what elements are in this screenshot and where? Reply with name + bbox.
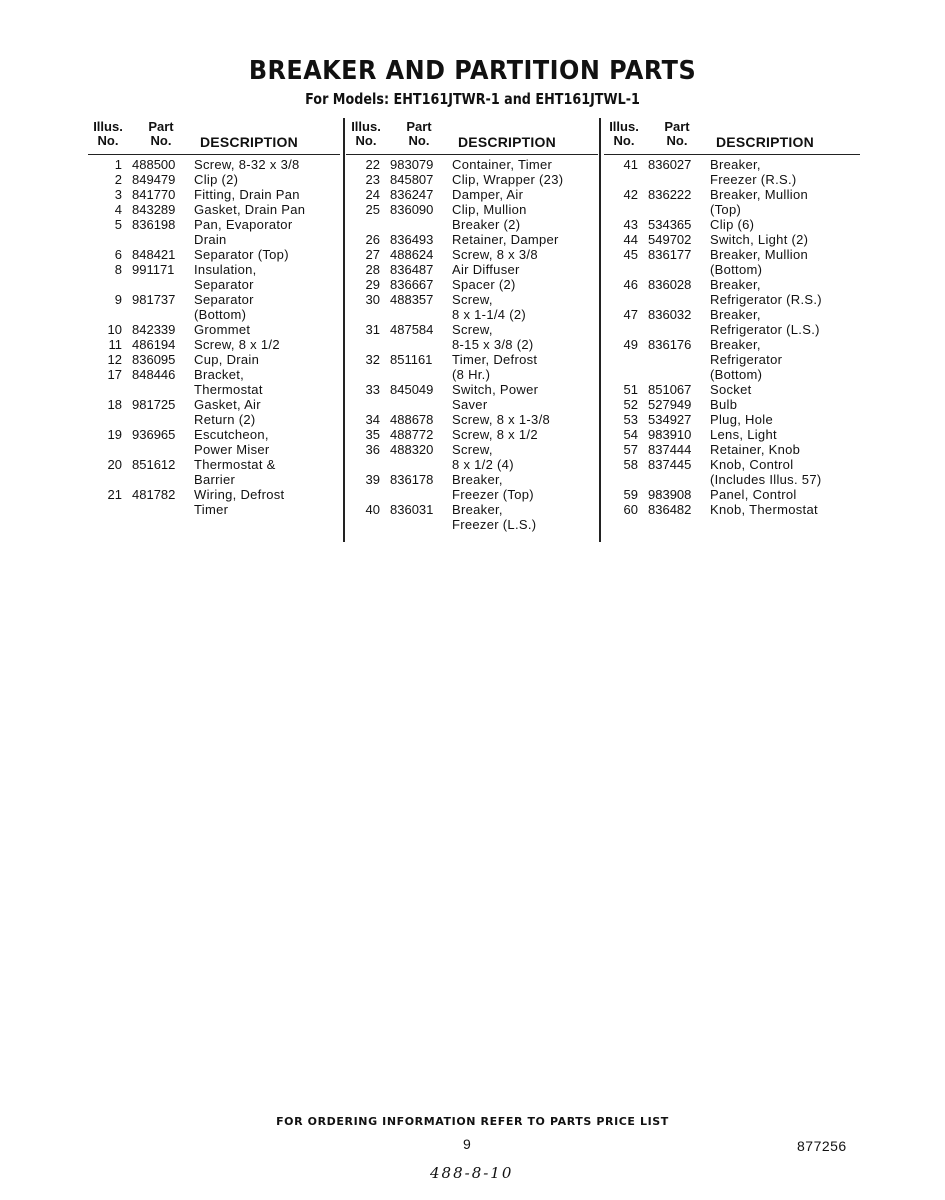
table-row bbox=[604, 487, 860, 502]
part-number: 836247 bbox=[390, 187, 434, 202]
table-row bbox=[604, 427, 860, 442]
illus-number: 54 bbox=[623, 427, 638, 442]
illus-number: 33 bbox=[365, 382, 380, 397]
column-divider bbox=[599, 118, 601, 542]
illus-number: 57 bbox=[623, 442, 638, 457]
part-number: 836222 bbox=[648, 187, 692, 202]
illus-number: 23 bbox=[365, 172, 380, 187]
illus-header bbox=[346, 120, 386, 148]
table-row bbox=[88, 262, 340, 292]
parts-list bbox=[604, 155, 860, 517]
illus-number: 29 bbox=[365, 277, 380, 292]
table-row bbox=[88, 487, 340, 517]
part-number: 851067 bbox=[648, 382, 692, 397]
part-description: Clip, Mullion Breaker (2) bbox=[452, 202, 527, 232]
table-row bbox=[88, 157, 340, 172]
illus-number: 22 bbox=[365, 157, 380, 172]
part-header-line1: Part bbox=[406, 119, 432, 134]
part-number: 848421 bbox=[132, 247, 176, 262]
table-row bbox=[88, 457, 340, 487]
part-description: Thermostat & Barrier bbox=[194, 457, 276, 487]
part-number: 488772 bbox=[390, 427, 434, 442]
part-number: 983908 bbox=[648, 487, 692, 502]
table-row bbox=[346, 172, 598, 187]
illus-number: 49 bbox=[623, 337, 638, 352]
handwritten-note: 488-8-10 bbox=[430, 1164, 514, 1182]
part-number: 836198 bbox=[132, 217, 176, 232]
illus-number: 35 bbox=[365, 427, 380, 442]
part-description: Clip (2) bbox=[194, 172, 239, 187]
illus-number: 26 bbox=[365, 232, 380, 247]
illus-number: 44 bbox=[623, 232, 638, 247]
part-number: 527949 bbox=[648, 397, 692, 412]
part-header bbox=[652, 120, 702, 148]
part-number: 488624 bbox=[390, 247, 434, 262]
description-header: DESCRIPTION bbox=[200, 134, 298, 150]
part-description: Retainer, Damper bbox=[452, 232, 559, 247]
part-number: 836176 bbox=[648, 337, 692, 352]
table-row bbox=[346, 292, 598, 322]
illus-number: 2 bbox=[114, 172, 122, 187]
part-description: Pan, Evaporator Drain bbox=[194, 217, 293, 247]
part-description: Damper, Air bbox=[452, 187, 524, 202]
part-number: 837445 bbox=[648, 457, 692, 472]
part-description: Clip, Wrapper (23) bbox=[452, 172, 564, 187]
illus-number: 36 bbox=[365, 442, 380, 457]
part-description: Switch, Power Saver bbox=[452, 382, 539, 412]
part-number: 488500 bbox=[132, 157, 176, 172]
part-description: Plug, Hole bbox=[710, 412, 773, 427]
illus-number: 10 bbox=[107, 322, 122, 337]
table-row bbox=[346, 202, 598, 232]
column-divider bbox=[343, 118, 345, 542]
table-row bbox=[604, 457, 860, 487]
part-number: 836667 bbox=[390, 277, 434, 292]
illus-number: 6 bbox=[114, 247, 122, 262]
illus-number: 19 bbox=[107, 427, 122, 442]
part-description: Gasket, Drain Pan bbox=[194, 202, 306, 217]
illus-number: 53 bbox=[623, 412, 638, 427]
table-row bbox=[346, 352, 598, 382]
parts-column-3 bbox=[604, 118, 860, 517]
part-description: Clip (6) bbox=[710, 217, 755, 232]
part-description: Breaker, Refrigerator (L.S.) bbox=[710, 307, 820, 337]
illus-header-line2: No. bbox=[613, 133, 635, 148]
part-number: 981725 bbox=[132, 397, 176, 412]
illus-number: 51 bbox=[623, 382, 638, 397]
part-number: 936965 bbox=[132, 427, 176, 442]
part-description: Knob, Control (Includes Illus. 57) bbox=[710, 457, 822, 487]
part-number: 836493 bbox=[390, 232, 434, 247]
part-description: Breaker, Mullion (Top) bbox=[710, 187, 809, 217]
table-row bbox=[88, 337, 340, 352]
part-description: Screw, 8 x 1-1/4 (2) bbox=[452, 292, 526, 322]
table-row bbox=[346, 322, 598, 352]
illus-number: 11 bbox=[108, 337, 122, 352]
description-header: DESCRIPTION bbox=[716, 134, 814, 150]
illus-number: 27 bbox=[365, 247, 380, 262]
illus-number: 18 bbox=[107, 397, 122, 412]
part-description: Insulation, Separator bbox=[194, 262, 257, 292]
illus-number: 46 bbox=[623, 277, 638, 292]
part-number: 534927 bbox=[648, 412, 692, 427]
part-number: 842339 bbox=[132, 322, 176, 337]
table-row bbox=[604, 232, 860, 247]
part-description: Switch, Light (2) bbox=[710, 232, 809, 247]
part-number: 836482 bbox=[648, 502, 692, 517]
table-row bbox=[88, 322, 340, 337]
part-description: Breaker, Refrigerator (R.S.) bbox=[710, 277, 822, 307]
part-description: Panel, Control bbox=[710, 487, 797, 502]
illus-number: 60 bbox=[623, 502, 638, 517]
illus-number: 28 bbox=[365, 262, 380, 277]
illus-number: 59 bbox=[623, 487, 638, 502]
table-row bbox=[604, 247, 860, 277]
part-number: 836487 bbox=[390, 262, 434, 277]
part-number: 486194 bbox=[132, 337, 176, 352]
part-number: 841770 bbox=[132, 187, 176, 202]
part-header-line1: Part bbox=[148, 119, 174, 134]
part-description: Socket bbox=[710, 382, 752, 397]
illus-number: 8 bbox=[114, 262, 122, 277]
part-number: 843289 bbox=[132, 202, 176, 217]
table-row bbox=[88, 247, 340, 262]
illus-header bbox=[604, 120, 644, 148]
illus-number: 41 bbox=[623, 157, 638, 172]
parts-column-1 bbox=[88, 118, 340, 517]
part-description: Retainer, Knob bbox=[710, 442, 801, 457]
part-number: 836178 bbox=[390, 472, 434, 487]
column-header bbox=[604, 118, 860, 155]
table-row bbox=[604, 442, 860, 457]
part-header bbox=[394, 120, 444, 148]
part-number: 836032 bbox=[648, 307, 692, 322]
table-row bbox=[88, 172, 340, 187]
table-row bbox=[346, 262, 598, 277]
part-description: Breaker, Freezer (Top) bbox=[452, 472, 534, 502]
part-description: Fitting, Drain Pan bbox=[194, 187, 300, 202]
part-description: Spacer (2) bbox=[452, 277, 516, 292]
part-number: 836177 bbox=[648, 247, 692, 262]
part-number: 991171 bbox=[132, 262, 175, 277]
part-description: Grommet bbox=[194, 322, 251, 337]
part-number: 488320 bbox=[390, 442, 434, 457]
illus-number: 5 bbox=[114, 217, 122, 232]
part-number: 481782 bbox=[132, 487, 176, 502]
description-header: DESCRIPTION bbox=[458, 134, 556, 150]
part-description: Screw, 8-15 x 3/8 (2) bbox=[452, 322, 534, 352]
table-row bbox=[346, 247, 598, 262]
illus-number: 25 bbox=[365, 202, 380, 217]
part-number: 851612 bbox=[132, 457, 176, 472]
table-row bbox=[88, 427, 340, 457]
part-description: Breaker, Freezer (R.S.) bbox=[710, 157, 797, 187]
part-description: Escutcheon, Power Miser bbox=[194, 427, 270, 457]
part-number: 849479 bbox=[132, 172, 176, 187]
table-row bbox=[88, 292, 340, 322]
part-number: 837444 bbox=[648, 442, 692, 457]
illus-number: 3 bbox=[114, 187, 122, 202]
part-header bbox=[136, 120, 186, 148]
part-number: 836090 bbox=[390, 202, 434, 217]
part-number: 534365 bbox=[648, 217, 692, 232]
table-row bbox=[604, 187, 860, 217]
part-number: 836027 bbox=[648, 157, 692, 172]
page-subtitle: For Models: EHT161JTWR-1 and EHT161JTWL-1 bbox=[305, 90, 640, 108]
part-number: 851161 bbox=[390, 352, 433, 367]
part-description: Gasket, Air Return (2) bbox=[194, 397, 261, 427]
table-row bbox=[88, 202, 340, 217]
illus-number: 52 bbox=[623, 397, 638, 412]
table-row bbox=[604, 217, 860, 232]
table-row bbox=[88, 352, 340, 367]
table-row bbox=[346, 382, 598, 412]
illus-number: 24 bbox=[365, 187, 380, 202]
illus-number: 12 bbox=[107, 352, 122, 367]
illus-number: 4 bbox=[114, 202, 122, 217]
table-row bbox=[346, 232, 598, 247]
table-row bbox=[604, 307, 860, 337]
part-description: Screw, 8 x 3/8 bbox=[452, 247, 538, 262]
table-row bbox=[88, 367, 340, 397]
illus-number: 17 bbox=[107, 367, 122, 382]
part-description: Air Diffuser bbox=[452, 262, 520, 277]
ordering-note: FOR ORDERING INFORMATION REFER TO PARTS PRICE LIST bbox=[276, 1115, 669, 1128]
table-row bbox=[604, 397, 860, 412]
part-number: 488678 bbox=[390, 412, 434, 427]
illus-header-line1: Illus. bbox=[351, 119, 381, 134]
table-row bbox=[346, 502, 598, 532]
part-description: Separator (Bottom) bbox=[194, 292, 254, 322]
illus-header-line1: Illus. bbox=[609, 119, 639, 134]
part-description: Timer, Defrost (8 Hr.) bbox=[452, 352, 538, 382]
table-row bbox=[346, 427, 598, 442]
part-number: 549702 bbox=[648, 232, 692, 247]
part-description: Breaker, Mullion (Bottom) bbox=[710, 247, 809, 277]
part-description: Wiring, Defrost Timer bbox=[194, 487, 285, 517]
part-description: Container, Timer bbox=[452, 157, 553, 172]
table-row bbox=[604, 502, 860, 517]
page-number: 9 bbox=[463, 1136, 471, 1152]
parts-list bbox=[88, 155, 340, 517]
part-number: 836028 bbox=[648, 277, 692, 292]
table-row bbox=[88, 217, 340, 247]
part-number: 836095 bbox=[132, 352, 176, 367]
illus-number: 40 bbox=[365, 502, 380, 517]
illus-number: 31 bbox=[365, 322, 380, 337]
illus-number: 9 bbox=[114, 292, 122, 307]
part-number: 845049 bbox=[390, 382, 434, 397]
part-description: Separator (Top) bbox=[194, 247, 289, 262]
column-header bbox=[346, 118, 598, 155]
illus-number: 45 bbox=[623, 247, 638, 262]
table-row bbox=[604, 277, 860, 307]
part-description: Knob, Thermostat bbox=[710, 502, 818, 517]
part-description: Screw, 8-32 x 3/8 bbox=[194, 157, 300, 172]
table-row bbox=[88, 187, 340, 202]
illus-header bbox=[88, 120, 128, 148]
illus-number: 21 bbox=[107, 487, 122, 502]
table-row bbox=[346, 187, 598, 202]
table-row bbox=[604, 337, 860, 382]
part-number: 983910 bbox=[648, 427, 692, 442]
part-number: 845807 bbox=[390, 172, 434, 187]
part-number: 983079 bbox=[390, 157, 434, 172]
parts-list bbox=[346, 155, 598, 532]
table-row bbox=[604, 157, 860, 187]
part-number: 488357 bbox=[390, 292, 434, 307]
part-description: Screw, 8 x 1/2 bbox=[194, 337, 280, 352]
table-row bbox=[346, 442, 598, 472]
illus-number: 43 bbox=[623, 217, 638, 232]
part-description: Screw, 8 x 1/2 (4) bbox=[452, 442, 514, 472]
table-row bbox=[346, 412, 598, 427]
table-row bbox=[346, 472, 598, 502]
part-description: Screw, 8 x 1/2 bbox=[452, 427, 538, 442]
illus-number: 42 bbox=[623, 187, 638, 202]
part-description: Screw, 8 x 1-3/8 bbox=[452, 412, 551, 427]
illus-header-line1: Illus. bbox=[93, 119, 123, 134]
part-number: 981737 bbox=[132, 292, 176, 307]
part-description: Breaker, Freezer (L.S.) bbox=[452, 502, 537, 532]
part-header-line2: No. bbox=[408, 133, 430, 148]
illus-number: 30 bbox=[365, 292, 380, 307]
parts-column-2 bbox=[346, 118, 598, 532]
illus-number: 34 bbox=[365, 412, 380, 427]
illus-number: 39 bbox=[365, 472, 380, 487]
illus-number: 20 bbox=[107, 457, 122, 472]
part-description: Breaker, Refrigerator (Bottom) bbox=[710, 337, 783, 382]
table-row bbox=[88, 397, 340, 427]
illus-header-line2: No. bbox=[97, 133, 119, 148]
illus-number: 58 bbox=[623, 457, 638, 472]
part-number: 487584 bbox=[390, 322, 434, 337]
part-description: Bracket, Thermostat bbox=[194, 367, 263, 397]
part-header-line1: Part bbox=[664, 119, 690, 134]
page-title: BREAKER AND PARTITION PARTS bbox=[248, 56, 697, 86]
part-number: 836031 bbox=[390, 502, 434, 517]
illus-number: 32 bbox=[365, 352, 380, 367]
table-row bbox=[604, 412, 860, 427]
illus-number: 1 bbox=[114, 157, 122, 172]
table-row bbox=[346, 277, 598, 292]
column-header bbox=[88, 118, 340, 155]
part-header-line2: No. bbox=[150, 133, 172, 148]
part-header-line2: No. bbox=[666, 133, 688, 148]
illus-header-line2: No. bbox=[355, 133, 377, 148]
part-description: Cup, Drain bbox=[194, 352, 260, 367]
illus-number: 47 bbox=[623, 307, 638, 322]
part-description: Lens, Light bbox=[710, 427, 777, 442]
table-row bbox=[604, 382, 860, 397]
part-description: Bulb bbox=[710, 397, 738, 412]
table-row bbox=[346, 157, 598, 172]
document-number: 877256 bbox=[797, 1138, 847, 1154]
part-number: 848446 bbox=[132, 367, 176, 382]
